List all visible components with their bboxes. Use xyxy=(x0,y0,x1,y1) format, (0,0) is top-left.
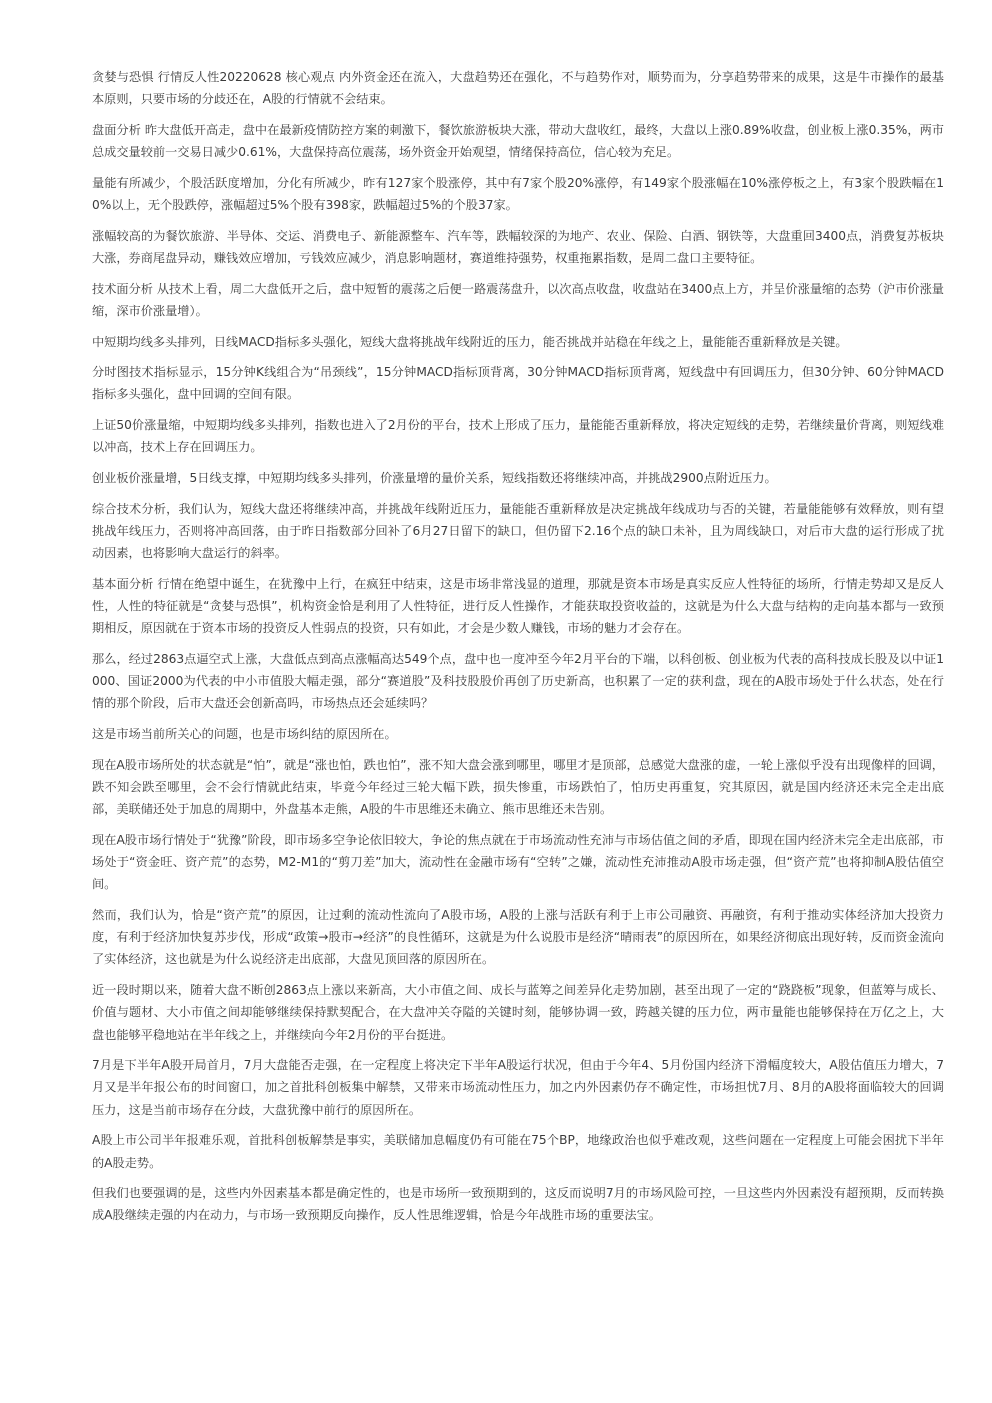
paragraph-july-outlook: 7月是下半年A股开局首月，7月大盘能否走强，在一定程度上将决定下半年A股运行状况，但由于今年4、5月份国内经济下滑幅度较大，A股估值压力增大，7月又是半年报公布的时间窗口，加之首批科创板集中解禁，又带来市场流动性压力，加之内外因素仍存不确定性，市场担忧7月、8月的A股将面临较大的回调压力，这是当前市场存在分歧，大盘犹豫中前行的原因所在。 xyxy=(92,1058,944,1117)
paragraph-recent-trend: 近一段时期以来，随着大盘不断创2863点上涨以来新高，大小市值之间、成长与蓝筹之间差异化走势加剧，甚至出现了一定的“跷跷板”现象，但蓝筹与成长、价值与题材、大小市值之间却能够继续保持默契配合，在大盘冲关夺隘的关键时刻，能够协调一致，跨越关键的压力位，两市量能也能够保持在万亿之上，大盘也能够平稳地站在半年线之上，并继续向今年2月份的平台挺进。 xyxy=(92,983,944,1042)
paragraph-hesitation: 现在A股市场行情处于“犹豫”阶段，即市场多空争论依旧较大，争论的焦点就在于市场流动性充沛与市场估值之间的矛盾，即现在国内经济未完全走出底部，市场处于“资金旺、资产荒”的态势，M2-M1的“剪刀差”加大，流动性在金融市场有“空转”之嫌，流动性充沛推动A股市场走强，但“资产荒”也将抑制A股估值空间。 xyxy=(92,832,944,892)
paragraph-rally: 那么，经过2863点逼空式上涨，大盘低点到高点涨幅高达549个点，盘中也一度冲至今年2月平台的下端，以科创板、创业板为代表的高科技成长股及以中证1000、国证2000为代表的中小市值股大幅走强，部分“赛道股”及科技股股价再创了历史新高，也积累了一定的获利盘，现在的A股市场处于什么状态，处在行情的那个阶段，后市大盘还会创新高吗，市场热点还会延续吗？ xyxy=(92,651,944,711)
paragraph-asset-shortage: 然而，我们认为，恰是“资产荒”的原因，让过剩的流动性流向了A股市场，A股的上涨与活跃有利于上市公司融资、再融资，有利于推动实体经济加大投资力度，有利于经济加快复苏步伐，形成“政策→股市→经济”的良性循环，这就是为什么说股市是经济“晴雨表”的原因所在，如果经济彻底出现好转，反而资金流向了实体经济，这也就是为什么说经济走出底部，大盘见顶回落的原因所在。 xyxy=(92,908,944,967)
paragraph-technical-summary: 综合技术分析，我们认为，短线大盘还将继续冲高，并挑战年线附近压力，量能能否重新释放是决定挑战年线成功与否的关键，若量能能够有效释放，则有望挑战年线压力，否则将冲高回落，由于昨日指数部分回补了6月27日留下的缺口，但仍留下2.16个点的缺口未补，且为周线缺口，对后市大盘的运行形成了扰动因素，也将影响大盘运行的斜率。 xyxy=(92,501,944,561)
paragraph-chinext: 创业板价涨量增，5日线支撑，中短期均线多头排列，价涨量增的量价关系，短线指数还将继续冲高，并挑战2900点附近压力。 xyxy=(92,471,777,486)
paragraph-technical: 技术面分析 从技术上看，周二大盘低开之后，盘中短暂的震荡之后便一路震荡盘升，以次高点收盘，收盘站在3400点上方，并呈价涨量缩的态势（沪市价涨量缩，深市价涨量增）。 xyxy=(92,281,944,318)
paragraph-risks: A股上市公司半年报难乐观，首批科创板解禁是事实，美联储加息幅度仍有可能在75个BP，地缘政治也似乎难改观，这些问题在一定程度上可能会困扰下半年的A股走势。 xyxy=(92,1133,944,1170)
paragraph-conclusion: 但我们也要强调的是，这些内外因素基本都是确定性的，也是市场所一致预期到的，这反而说明7月的市场风险可控，一旦这些内外因素没有超预期，反而转换成A股继续走强的内在动力，与市场一致预期反向操作，反人性思维逻辑，恰是今年战胜市场的重要法宝。 xyxy=(92,1186,944,1223)
paragraph-sse50: 上证50价涨量缩，中短期均线多头排列，指数也进入了2月份的平台，技术上形成了压力，量能能否重新释放，将决定短线的走势，若继续量价背离，则短线难以冲高，技术上存在回调压力。 xyxy=(92,418,945,455)
paragraph-sectors: 涨幅较高的为餐饮旅游、半导体、交运、消费电子、新能源整车、汽车等，跌幅较深的为地产、农业、保险、白酒、钢铁等，大盘重回3400点，消费复苏板块大涨，券商尾盘异动，赚钱效应增加，亏钱效应减少，消息影响题材，赛道维持强势，权重拖累指数，是周二盘口主要特征。 xyxy=(92,228,944,265)
paragraph-fundamental: 基本面分析 行情在绝望中诞生，在犹豫中上行，在疯狂中结束，这是市场非常浅显的道理，那就是资本市场是真实反应人性特征的场所，行情走势却又是反人性，人性的特征就是“贪婪与恐惧”，机构资金恰是利用了人性特征，进行反人性操作，才能获取投资收益的，这就是为什么大盘与结构的走向基本都与一致预期相反，原因就在于资本市场的投资反人性弱点的投资，只有如此，才会是少数人赚钱，市场的魅力才会存在。 xyxy=(92,576,944,636)
paragraph-market-review: 盘面分析 昨大盘低开高走，盘中在最新疫情防控方案的刺激下，餐饮旅游板块大涨，带动大盘收红，最终，大盘以上涨0.89%收盘，创业板上涨0.35%，两市总成交量较前一交易日减少0.61%，大盘保持高位震荡，场外资金开始观望，情绪保持高位，信心较为充足。 xyxy=(92,122,944,160)
paragraph-summary: 贪婪与恐惧 行情反人性20220628 核心观点 内外资金还在流入，大盘趋势还在强化，不与趋势作对，顺势而为，分享趋势带来的成果，这是牛市操作的最基本原则，只要市场的分歧还在，A股的行情就不会结束。 xyxy=(92,70,944,107)
paragraph-intraday: 分时图技术指标显示，15分钟K线组合为“吊颈线”，15分钟MACD指标顶背离，30分钟MACD指标顶背离，短线盘中有回调压力，但30分钟、60分钟MACD指标多头强化，盘中回调的空间有限。 xyxy=(92,365,944,402)
paragraph-fear: 现在A股市场所处的状态就是“怕”，就是“涨也怕，跌也怕”，涨不知大盘会涨到哪里，哪里才是顶部，总感觉大盘涨的虚，一轮上涨似乎没有出现像样的回调，跌不知会跌至哪里，会不会行情就此结束，毕竟今年经过三轮大幅下跌，损失惨重，市场跌怕了，怕历史再重复，究其原因，就是国内经济还未完全走出底部，美联储还处于加息的周期中，外盘基本走熊，A股的牛市思维还未确立、熊市思维还未告别。 xyxy=(92,757,944,817)
article-body xyxy=(92,66,944,1235)
paragraph-volume: 量能有所减少，个股活跃度增加，分化有所减少，昨有127家个股涨停，其中有7家个股20%涨停，有149家个股涨幅在10%涨停板之上，有3家个股跌幅在10%以上，无个股跌停，涨幅超过5%个股有398家，跌幅超过5%的个股37家。 xyxy=(92,175,944,213)
paragraph-concern: 这是市场当前所关心的问题，也是市场纠结的原因所在。 xyxy=(92,727,397,742)
paragraph-moving-average: 中短期均线多头排列，日线MACD指标多头强化，短线大盘将挑战年线附近的压力，能否挑战并站稳在年线之上，量能能否重新释放是关键。 xyxy=(92,334,848,349)
